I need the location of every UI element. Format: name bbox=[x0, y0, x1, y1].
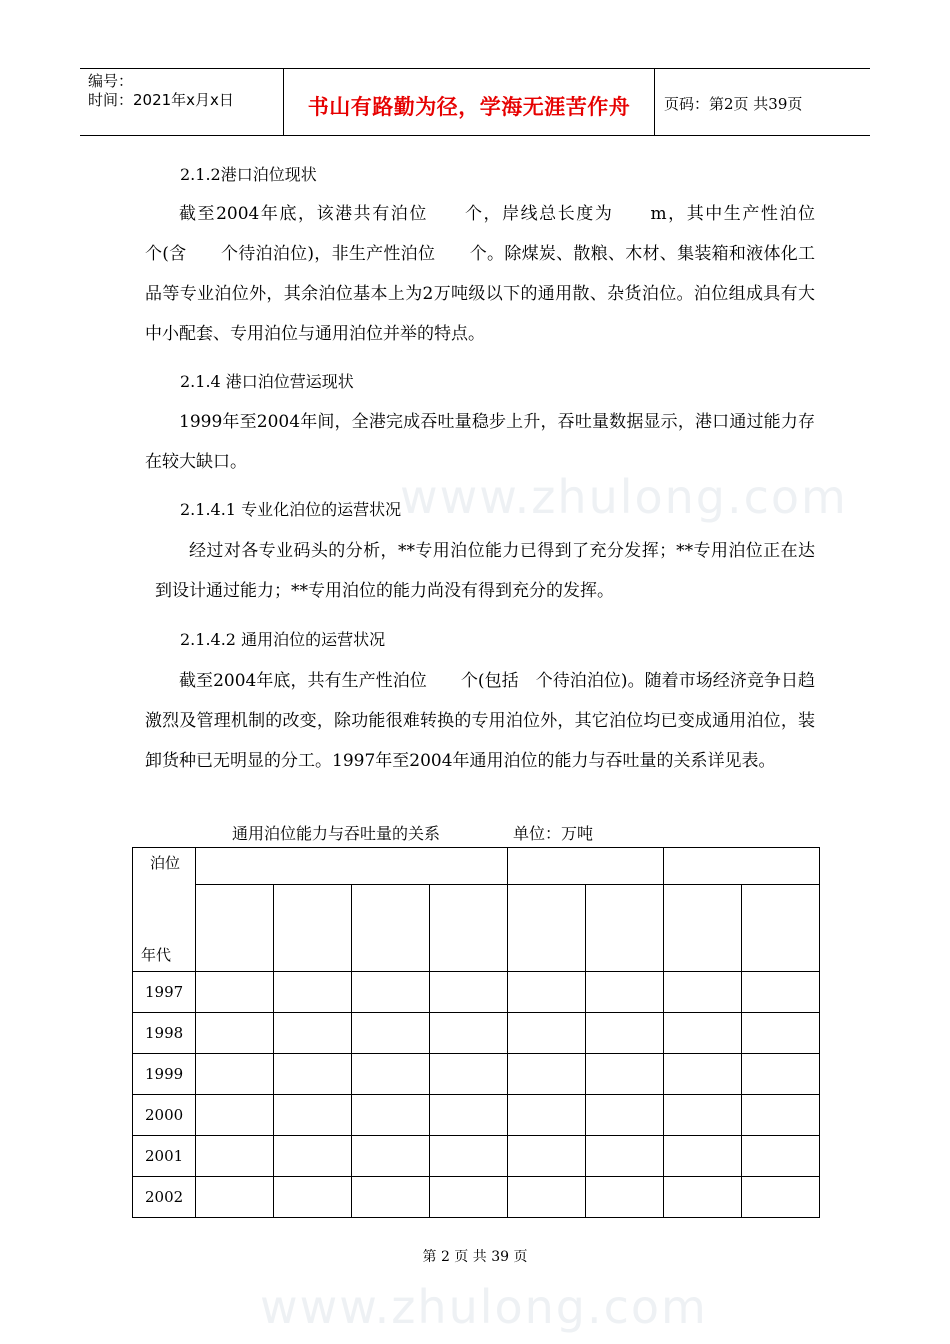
row-year: 1998 bbox=[133, 1013, 196, 1054]
section-title-2-1-4-1: 2.1.4.1 专业化泊位的运营状况 bbox=[180, 500, 402, 519]
paragraph-berth-status: 截至2004年底，该港共有泊位 个，岸线总长度为 m，其中生产性泊位 个(含 个待泊泊位)，非生产性泊位 个。除煤炭、散粮、木材、集装箱和液体化工品等专业泊位外，其余泊位基本上为2万吨级以下的通用散、杂货泊位。泊位组成具有大中小配套、专用泊位与通用泊位并举的特点。 bbox=[145, 204, 849, 344]
corner-label-year: 年代 bbox=[141, 946, 172, 964]
table-subheader bbox=[430, 885, 508, 972]
table-subheader bbox=[742, 885, 820, 972]
header-page-info: 页码：第2页 共39页 bbox=[664, 95, 803, 113]
table-subheader bbox=[664, 885, 742, 972]
table-row bbox=[133, 1177, 820, 1218]
section-title-2-1-2: 2.1.2港口泊位现状 bbox=[180, 165, 317, 184]
header-meta bbox=[88, 72, 234, 110]
table-row bbox=[133, 1054, 820, 1095]
table-subheader bbox=[352, 885, 430, 972]
paragraph-specialized-berths: 经过对各专业码头的分析，**专用泊位能力已得到了充分发挥；**专用泊位正在达到设计通过能力；**专用泊位的能力尚没有得到充分的发挥。 bbox=[155, 541, 815, 601]
table-subheader bbox=[274, 885, 352, 972]
table-subheader bbox=[196, 885, 274, 972]
paragraph-general-berths: 截至2004年底，共有生产性泊位 个(包括 个待泊泊位)。随着市场经济竞争日趋激烈及管理机制的改变，除功能很难转换的专用泊位外，其它泊位均已变成通用泊位，装卸货种已无明显的分工。1997年至2004年通用泊位的能力与吞吐量的关系详见表。 bbox=[145, 671, 815, 771]
row-year: 2001 bbox=[133, 1136, 196, 1177]
table-corner-cell bbox=[133, 848, 196, 972]
row-year: 1997 bbox=[133, 972, 196, 1013]
header-bottom-rule bbox=[80, 135, 870, 136]
table-row bbox=[133, 1095, 820, 1136]
document-number: 编号： bbox=[88, 72, 134, 90]
section-title-2-1-4: 2.1.4 港口泊位营运现状 bbox=[180, 372, 354, 391]
watermark-center: www.zhulong.com bbox=[400, 470, 848, 524]
table-header-group-2 bbox=[508, 848, 664, 885]
watermark-bottom: www.zhulong.com bbox=[260, 1280, 708, 1334]
row-year: 2002 bbox=[133, 1177, 196, 1218]
table-subheader bbox=[508, 885, 586, 972]
header-motto: 书山有路勤为径，学海无涯苦作舟 bbox=[307, 94, 631, 119]
table-header-group-1 bbox=[196, 848, 508, 885]
berth-capacity-table bbox=[132, 847, 820, 1218]
table-caption: 通用泊位能力与吞吐量的关系 bbox=[232, 824, 441, 843]
table-row bbox=[133, 1136, 820, 1177]
header-top-rule bbox=[80, 68, 870, 69]
table-row bbox=[133, 972, 820, 1013]
section-title-2-1-4-2: 2.1.4.2 通用泊位的运营状况 bbox=[180, 630, 386, 649]
paragraph-operations: 1999年至2004年间，全港完成吞吐量稳步上升，吞吐量数据显示，港口通过能力存在较大缺口。 bbox=[145, 412, 815, 472]
table-unit: 单位：万吨 bbox=[513, 824, 594, 843]
corner-label-berth: 泊位 bbox=[150, 854, 181, 872]
table-header-group-3 bbox=[664, 848, 820, 885]
header-divider-right bbox=[654, 69, 655, 136]
table-row bbox=[133, 1013, 820, 1054]
page-footer: 第 2 页 共 39 页 bbox=[422, 1249, 528, 1265]
row-year: 1999 bbox=[133, 1054, 196, 1095]
row-year: 2000 bbox=[133, 1095, 196, 1136]
document-date: 时间：2021年x月x日 bbox=[88, 91, 234, 109]
table-subheader bbox=[586, 885, 664, 972]
